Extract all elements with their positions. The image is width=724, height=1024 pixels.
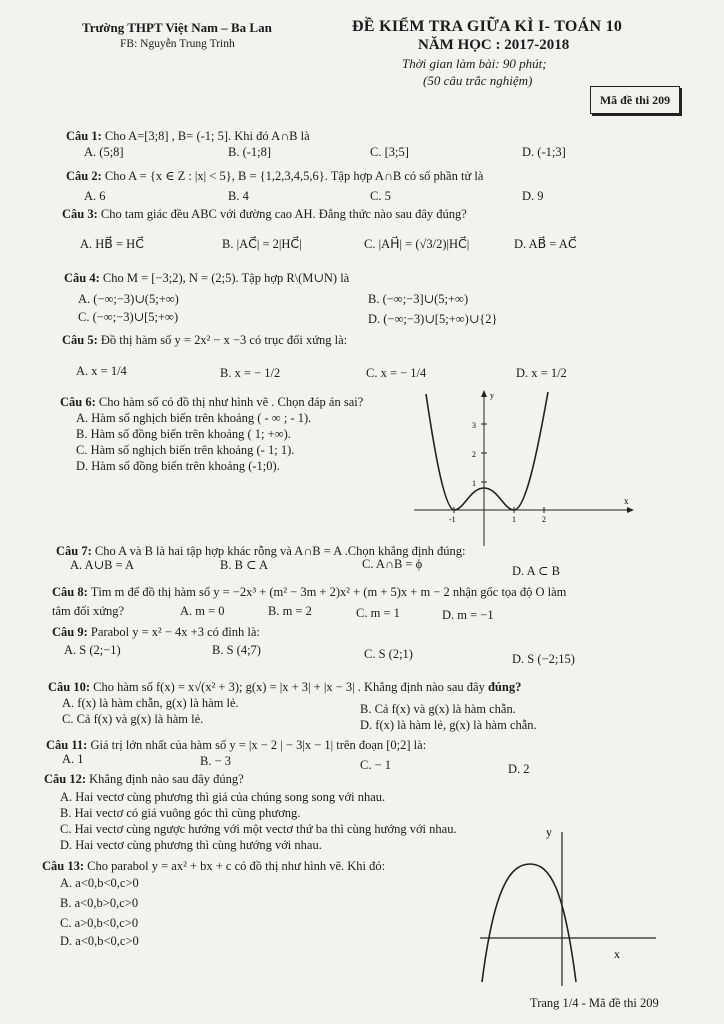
question-3 <box>62 207 467 222</box>
graph-question-13 <box>460 818 660 988</box>
option: D. (-1;3] <box>522 145 566 159</box>
option: A. 1 <box>62 752 84 766</box>
question-text: Parabol y = x² − 4x +3 có đỉnh là: <box>90 625 260 639</box>
option: B. B ⊂ A <box>220 558 268 572</box>
option: C. A∩B = ϕ <box>362 557 423 571</box>
question-1 <box>66 129 310 144</box>
question-text: Cho M = [−3;2), N = (2;5). Tập hợp R\(M∪N) là <box>102 271 350 285</box>
option: C. Hai vectơ cùng ngược hướng với một vectơ thứ ba thì cùng hướng với nhau. <box>60 822 457 836</box>
option: A. f(x) là hàm chẵn, g(x) là hàm lẻ. <box>62 696 239 710</box>
question-label: Câu 2: <box>66 169 102 183</box>
option: B. x = − 1/2 <box>220 366 281 380</box>
option: C. |AH⃗| = (√3/2)|HC⃗| <box>364 237 470 251</box>
question-text-emphasis: đúng? <box>487 680 522 694</box>
duration: Thời gian làm bài: 90 phút; <box>402 56 547 71</box>
question-label: Câu 1: <box>66 129 102 143</box>
option: A. HB⃗ = HC⃗ <box>80 237 144 251</box>
question-label: Câu 9: <box>52 625 88 639</box>
option: C. a>0,b<0,c>0 <box>60 916 139 930</box>
option: C. (−∞;−3)∪[5;+∞) <box>78 310 179 324</box>
option: C. S (2;1) <box>364 647 413 661</box>
question-text: Giá trị lớn nhất của hàm số y = |x − 2 | − 3|x − 1| trên đoạn [0;2] là: <box>90 738 427 752</box>
question-label: Câu 4: <box>64 271 100 285</box>
question-13 <box>42 859 385 874</box>
option: A. 6 <box>84 189 106 203</box>
question-5 <box>62 333 347 348</box>
option: C. Hàm số nghịch biến trên khoảng (- 1; 1). <box>76 443 295 457</box>
question-text: Cho A và B là hai tập hợp khác rỗng và A∩B = A .Chọn khẳng định đúng: <box>94 544 466 558</box>
option: C. [3;5] <box>370 145 409 159</box>
question-text: Cho hàm số có đồ thị như hình vẽ . Chọn đáp án sai? <box>98 395 364 409</box>
question-8-continued: tâm đối xứng? <box>52 604 125 618</box>
option: A. x = 1/4 <box>76 364 127 378</box>
question-text: Cho A = {x ∈ Z : |x| < 5}, B = {1,2,3,4,5,6}. Tập hợp A∩B có số phần tử là <box>104 169 484 183</box>
option: C. x = − 1/4 <box>366 366 427 380</box>
y-tick-label: 1 <box>472 479 476 488</box>
option: C. m = 1 <box>356 606 400 620</box>
graph-question-6 <box>410 388 640 548</box>
x-tick-label: 1 <box>512 515 516 524</box>
question-label: Câu 13: <box>42 859 85 873</box>
question-text: Cho A=[3;8] , B= (-1; 5]. Khi đó A∩B là <box>104 129 310 143</box>
y-tick-label: 3 <box>472 421 476 430</box>
option: A. Hàm số nghịch biến trên khoảng ( - ∞ ; - 1). <box>76 411 312 425</box>
question-text: Đồ thị hàm số y = 2x² − x −3 có trục đối xứng là: <box>100 333 348 347</box>
option: B. Hàm số đồng biến trên khoảng ( 1; +∞). <box>76 427 291 441</box>
y-axis-arrow <box>481 390 487 397</box>
y-axis-label: y <box>490 391 494 400</box>
author-line: FB: Nguyễn Trung Trinh <box>120 38 235 50</box>
option: B. Hai vectơ có giá vuông góc thì cùng phương. <box>60 806 301 820</box>
option: B. a<0,b>0,c>0 <box>60 896 139 910</box>
option: D. (−∞;−3)∪[5;+∞)∪{2} <box>368 312 498 326</box>
option: D. Hàm số đồng biến trên khoảng (-1;0). <box>76 459 280 473</box>
option: B. |AC⃗| = 2|HC⃗| <box>222 237 302 251</box>
option: B. − 3 <box>200 754 232 768</box>
question-text: Cho parabol y = ax² + bx + c có đồ thị như hình vẽ. Khi đó: <box>87 859 386 873</box>
option: D. f(x) là hàm lẻ, g(x) là hàm chẵn. <box>360 718 537 732</box>
option: D. a<0,b<0,c>0 <box>60 934 139 948</box>
y-tick-label: 2 <box>472 450 476 459</box>
question-label: Câu 3: <box>62 207 98 221</box>
option: B. (-1;8] <box>228 145 272 159</box>
question-label: Câu 10: <box>48 680 91 694</box>
option: A. S (2;−1) <box>64 643 121 657</box>
question-text: Cho hàm số f(x) = x√(x² + 3); g(x) = |x + 3| + |x − 3| . Khẳng định nào sau đây <box>93 680 485 694</box>
option: B. (−∞;−3]∪(5;+∞) <box>368 292 469 306</box>
option: A. (5;8] <box>84 145 124 159</box>
question-text: Tìm m để đồ thị hàm số y = −2x³ + (m² − 3m + 2)x² + (m + 5)x + m − 2 nhận gốc tọa độ O làm <box>90 585 567 599</box>
option: D. 2 <box>508 762 530 776</box>
exam-code-box: Mã đề thi 209 <box>590 86 680 114</box>
option: D. A ⊂ B <box>512 564 560 578</box>
question-label: Câu 7: <box>56 544 92 558</box>
question-2 <box>66 168 483 184</box>
x-axis-label: x <box>614 947 620 961</box>
question-4 <box>64 270 349 286</box>
option: D. 9 <box>522 189 544 203</box>
question-8 <box>52 585 566 600</box>
page-footer: Trang 1/4 - Mã đề thi 209 <box>530 996 659 1010</box>
question-text: Cho tam giác đều ABC với đường cao AH. Đẳng thức nào sau đây đúng? <box>100 207 467 221</box>
option: B. Cả f(x) và g(x) là hàm chẵn. <box>360 702 516 716</box>
function-curve <box>426 392 548 510</box>
x-tick-label: 2 <box>542 515 546 524</box>
option: B. 4 <box>228 189 249 203</box>
y-axis-label: y <box>546 825 552 839</box>
option: A. m = 0 <box>180 604 225 618</box>
option: A. A∪B = A <box>70 558 135 572</box>
x-axis-arrow <box>627 507 634 513</box>
question-6 <box>60 395 363 410</box>
question-12 <box>44 772 244 787</box>
x-tick-label: -1 <box>449 515 456 524</box>
question-10 <box>48 680 521 695</box>
option: C. Cả f(x) và g(x) là hàm lẻ. <box>62 712 204 726</box>
option: C. 5 <box>370 189 391 203</box>
question-count: (50 câu trắc nghiệm) <box>423 73 533 88</box>
question-label: Câu 5: <box>62 333 98 347</box>
option: D. S (−2;15) <box>512 652 575 666</box>
question-9 <box>52 625 260 640</box>
question-label: Câu 11: <box>46 738 88 752</box>
option: A. Hai vectơ cùng phương thì giá của chúng song song với nhau. <box>60 790 386 804</box>
question-text: Khẳng định nào sau đây đúng? <box>89 772 244 786</box>
school-name: Trường THPT Việt Nam – Ba Lan <box>82 20 272 35</box>
option: A. (−∞;−3)∪(5;+∞) <box>78 292 179 306</box>
option: C. − 1 <box>360 758 392 772</box>
question-label: Câu 8: <box>52 585 88 599</box>
question-label: Câu 12: <box>44 772 87 786</box>
question-11 <box>46 738 426 753</box>
option: D. x = 1/2 <box>516 366 567 380</box>
school-year: NĂM HỌC : 2017-2018 <box>418 37 570 53</box>
option: D. Hai vectơ cùng phương thì cùng hướng với nhau. <box>60 838 322 852</box>
option: A. a<0,b<0,c>0 <box>60 876 139 890</box>
option: D. AB⃗ = AC⃗ <box>514 237 577 251</box>
exam-title: ĐỀ KIỂM TRA GIỮA KÌ I- TOÁN 10 <box>352 18 623 35</box>
option: D. m = −1 <box>442 608 494 622</box>
x-axis-label: x <box>624 496 629 506</box>
question-label: Câu 6: <box>60 395 96 409</box>
option: B. S (4;7) <box>212 643 261 657</box>
option: B. m = 2 <box>268 604 312 618</box>
